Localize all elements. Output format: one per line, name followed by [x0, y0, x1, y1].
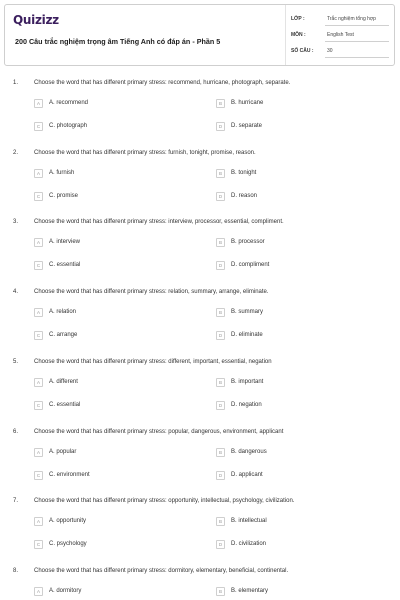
answer-letter-box: C: [34, 401, 43, 410]
answer-option-text: A. recommend: [49, 100, 89, 106]
answer-option-text: A. interview: [49, 239, 81, 246]
answer-letter-box: B: [216, 448, 225, 457]
answer-option-text: D. applicant: [231, 471, 263, 478]
answer-letter-box: C: [34, 261, 43, 270]
meta-class-label: LỚP :: [291, 16, 305, 22]
meta-count-value: 30: [327, 48, 333, 54]
answer-option-text: D. separate: [231, 123, 263, 129]
question-text: Choose the word that has different primary stress: relation, summary, arrange, eliminate.: [34, 289, 269, 296]
answer-option-text: B. hurricane: [231, 100, 264, 106]
answer-letter-box: B: [216, 378, 225, 387]
answer-option-text: A. different: [49, 378, 78, 385]
answer-letter-box: D: [216, 331, 225, 340]
meta-subject-value: English Test: [327, 32, 354, 38]
answer-option-text: B. summary: [231, 309, 264, 316]
quizizz-logo: Quizizz: [13, 13, 59, 27]
answer-option-text: A. relation: [49, 309, 77, 316]
question-number: 2.: [13, 149, 19, 156]
answer-letter-box: D: [216, 122, 225, 131]
answer-option-text: B. intellectual: [231, 518, 267, 525]
answer-letter-box: D: [216, 192, 225, 201]
answer-letter-box: B: [216, 587, 225, 596]
answer-option-text: B. processor: [231, 239, 265, 246]
answer-letter-box: B: [216, 169, 225, 178]
question-item: [0, 498, 400, 568]
question-number: 3.: [13, 219, 19, 226]
answer-letter-box: C: [34, 192, 43, 201]
answer-option-text: A. dormitory: [49, 587, 82, 594]
question-number: 7.: [13, 498, 19, 505]
answer-option-text: C. environment: [49, 471, 90, 478]
answer-letter-box: A: [34, 238, 43, 247]
worksheet-title: 200 Câu trắc nghiệm trọng âm Tiếng Anh có đáp án - Phần 5: [15, 37, 221, 46]
answer-letter-box: B: [216, 238, 225, 247]
answer-letter-box: A: [34, 99, 43, 108]
worksheet-header: [4, 4, 395, 66]
question-text: Choose the word that has different primary stress: recommend, hurricane, photograph, separate.: [34, 80, 291, 86]
answer-letter-box: D: [216, 401, 225, 410]
question-item: [0, 219, 400, 289]
question-item: [0, 150, 400, 220]
answer-letter-box: D: [216, 540, 225, 549]
meta-class-value: Trắc nghiệm tổng hợp: [327, 16, 376, 22]
question-number: 4.: [13, 289, 19, 296]
answer-option-text: C. promise: [49, 192, 79, 199]
answer-letter-box: C: [34, 122, 43, 131]
question-item: [0, 80, 400, 150]
question-text: Choose the word that has different primary stress: opportunity, intellectual, psychology, civilization.: [34, 498, 295, 505]
question-text: Choose the word that has different primary stress: different, important, essential, negation: [34, 358, 272, 365]
answer-option-text: B. elementary: [231, 587, 269, 594]
question-text: Choose the word that has different primary stress: dormitory, elementary, beneficial, continental.: [34, 567, 289, 574]
meta-underline: [325, 25, 389, 26]
header-divider: [285, 5, 286, 65]
answer-letter-box: A: [34, 169, 43, 178]
question-item: [0, 568, 400, 600]
answer-letter-box: C: [34, 540, 43, 549]
answer-option-text: C. photograph: [49, 123, 88, 129]
question-number: 6.: [13, 428, 19, 435]
answer-option-text: C. essential: [49, 401, 81, 408]
answer-option-text: C. arrange: [49, 332, 78, 339]
answer-option-text: A. furnish: [49, 169, 75, 176]
meta-underline: [325, 41, 389, 42]
question-text: Choose the word that has different primary stress: interview, processor, essential, compliment.: [34, 219, 284, 226]
answer-option-text: B. important: [231, 378, 264, 385]
question-text: Choose the word that has different primary stress: popular, dangerous, environment, applicant: [34, 428, 284, 435]
question-number: 5.: [13, 358, 19, 365]
answer-letter-box: B: [216, 517, 225, 526]
question-number: 1.: [13, 80, 19, 86]
answer-letter-box: D: [216, 471, 225, 480]
answer-option-text: A. opportunity: [49, 518, 87, 525]
answer-option-text: B. dangerous: [231, 448, 267, 455]
answer-option-text: D. civilization: [231, 541, 267, 548]
answer-option-text: D. negation: [231, 401, 262, 408]
answer-letter-box: A: [34, 448, 43, 457]
answer-letter-box: C: [34, 471, 43, 480]
meta-count-label: SỐ CÂU :: [291, 48, 314, 54]
answer-letter-box: C: [34, 331, 43, 340]
question-number: 8.: [13, 567, 19, 574]
meta-underline: [325, 57, 389, 58]
answer-option-text: D. compliment: [231, 262, 270, 269]
question-item: [0, 289, 400, 359]
answer-option-text: A. popular: [49, 448, 77, 455]
answer-letter-box: A: [34, 378, 43, 387]
answer-letter-box: A: [34, 517, 43, 526]
answer-option-text: D. reason: [231, 192, 258, 199]
answer-letter-box: A: [34, 308, 43, 317]
question-item: [0, 359, 400, 429]
answer-letter-box: D: [216, 261, 225, 270]
meta-subject-label: MÔN :: [291, 32, 306, 38]
answer-option-text: D. eliminate: [231, 332, 263, 339]
answer-letter-box: B: [216, 308, 225, 317]
answer-option-text: B. tonight: [231, 169, 257, 176]
answer-option-text: C. psychology: [49, 541, 87, 548]
answer-option-text: C. essential: [49, 262, 81, 269]
answer-letter-box: B: [216, 99, 225, 108]
answer-letter-box: A: [34, 587, 43, 596]
question-item: [0, 429, 400, 499]
question-text: Choose the word that has different primary stress: furnish, tonight, promise, reason.: [34, 149, 256, 156]
